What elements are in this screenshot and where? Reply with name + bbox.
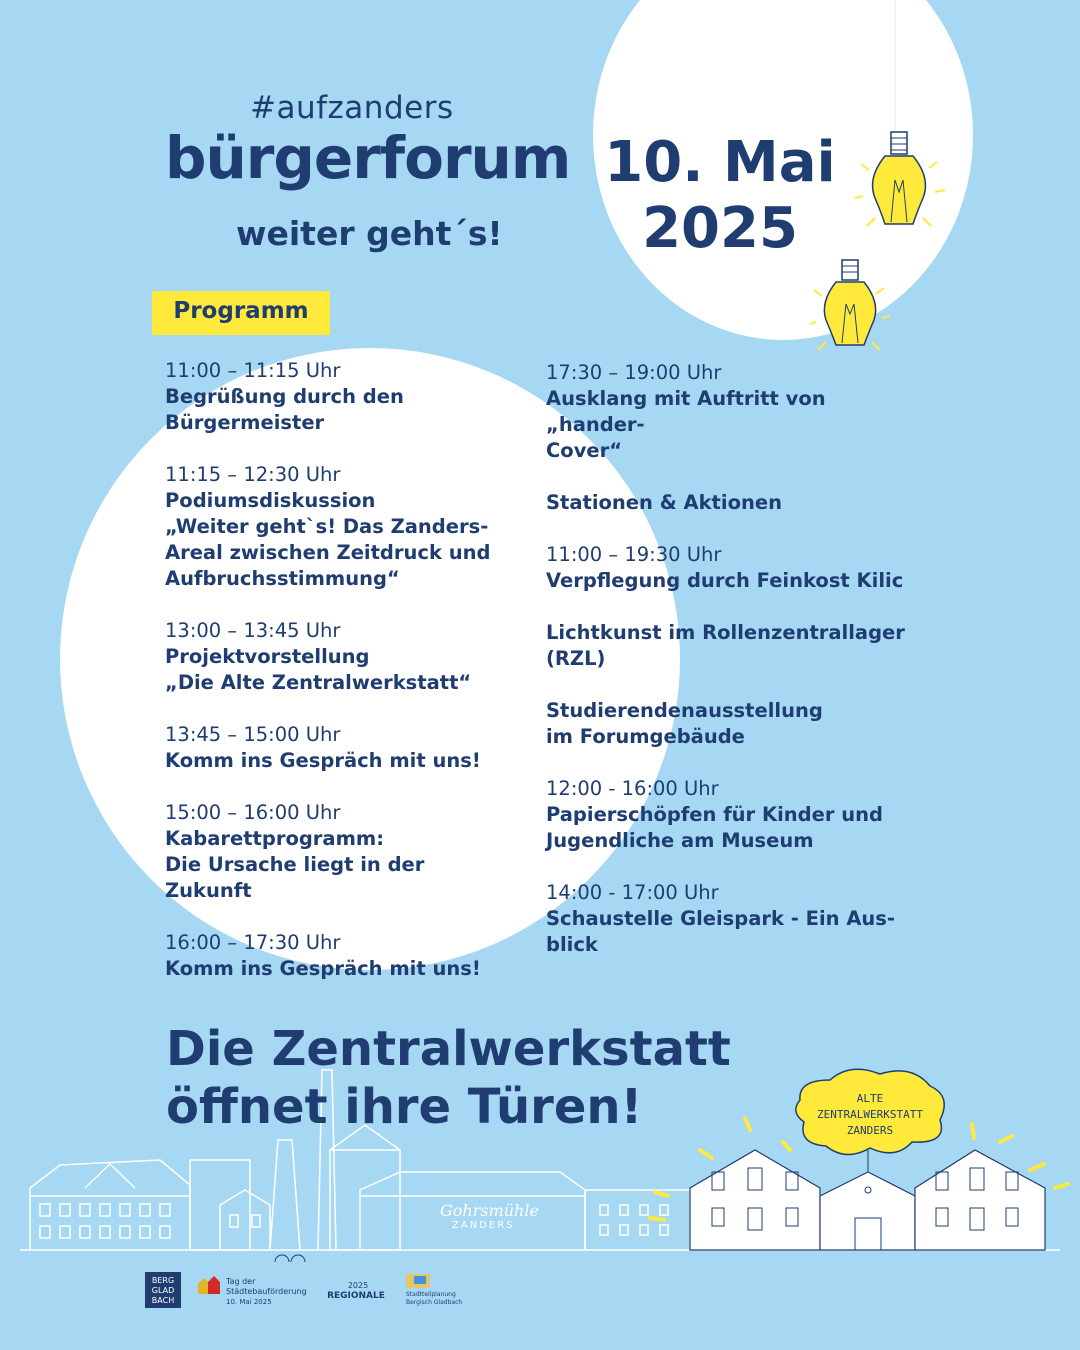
program-label: Verpflegung durch Feinkost Kilic xyxy=(546,569,904,592)
program-time: 13:45 – 15:00 Uhr xyxy=(165,723,341,746)
program-item xyxy=(546,776,926,854)
program-time: 11:15 – 12:30 Uhr xyxy=(165,463,341,486)
stadtteilplanung-logo xyxy=(406,1274,462,1306)
sponsor-logos xyxy=(0,1262,1080,1322)
subtitle: weiter geht´s! xyxy=(236,214,503,253)
program-time: 15:00 – 16:00 Uhr xyxy=(165,801,341,824)
tag-logo-text: 10. Mai 2025 xyxy=(226,1298,272,1306)
program-item xyxy=(546,698,926,750)
regionale-logo xyxy=(327,1281,385,1301)
building-sign: ZANDERS xyxy=(452,1220,515,1231)
program-column-right xyxy=(546,360,926,984)
program-label: Komm ins Gespräch mit uns! xyxy=(165,749,481,772)
cloud-text: ZANDERS xyxy=(846,1124,894,1137)
program-label: Ausklang mit Auftritt von „hander- Cover“ xyxy=(546,387,826,462)
program-label: Lichtkunst im Rollenzentrallager (RZL) xyxy=(546,621,905,670)
program-item xyxy=(165,358,525,436)
program-time: 11:00 – 11:15 Uhr xyxy=(165,359,341,382)
program-time: 17:30 – 19:00 Uhr xyxy=(546,361,722,384)
stadt-logo-text: Bergisch Gladbach xyxy=(406,1299,463,1306)
program-item xyxy=(546,880,926,958)
program-label: Papierschöpfen für Kinder und Jugendliche am Museum xyxy=(546,803,883,852)
program-label: Schaustelle Gleispark - Ein Aus- blick xyxy=(546,907,895,956)
program-item xyxy=(165,722,525,774)
program-column-left xyxy=(165,358,525,1008)
program-section-heading xyxy=(546,490,926,516)
city-logo xyxy=(145,1272,181,1308)
hashtag: #aufzanders xyxy=(250,90,454,126)
regionale-name: REGIONALE xyxy=(327,1291,385,1301)
program-time: 16:00 – 17:30 Uhr xyxy=(165,931,341,954)
city-logo-text: BACH xyxy=(151,1296,175,1305)
city-logo-text: BERG xyxy=(151,1276,175,1285)
program-label: Stationen & Aktionen xyxy=(546,491,782,514)
program-item xyxy=(165,618,525,696)
tagline: Die Zentralwerkstatt öffnet ihre Türen! xyxy=(166,1021,731,1135)
program-label: Projektvorstellung „Die Alte Zentralwerkstatt“ xyxy=(165,645,472,694)
program-item xyxy=(546,542,926,594)
program-time: 13:00 – 13:45 Uhr xyxy=(165,619,341,642)
tag-logo-text: Städtebauförderung xyxy=(226,1287,307,1296)
program-item xyxy=(165,800,525,904)
city-logo-text: GLAD xyxy=(151,1286,175,1295)
program-label: Podiumsdiskussion „Weiter geht`s! Das Zanders- Areal zwischen Zeitdruck und Aufbruchsstimmung“ xyxy=(165,489,491,590)
program-label: Studierendenausstellung im Forumgebäude xyxy=(546,699,823,748)
tag-logo-text: Tag der xyxy=(226,1277,256,1286)
program-label: Komm ins Gespräch mit uns! xyxy=(165,957,481,980)
program-tag: Programm xyxy=(152,291,330,335)
date-day-month: 10. Mai xyxy=(604,130,836,195)
regionale-year: 2025 xyxy=(347,1281,369,1290)
date-year: 2025 xyxy=(642,196,798,261)
tag-der-staedtebaufoerderung-logo xyxy=(198,1276,307,1306)
program-time: 12:00 - 16:00 Uhr xyxy=(546,777,719,800)
program-item xyxy=(546,620,926,672)
program-time: 14:00 - 17:00 Uhr xyxy=(546,881,719,904)
cloud-text: ALTE xyxy=(856,1092,884,1105)
building-sign: Gohrsmühle xyxy=(440,1201,539,1220)
stadt-logo-text: Stadtteilplanung xyxy=(406,1291,456,1298)
program-time: 11:00 – 19:30 Uhr xyxy=(546,543,722,566)
program-item xyxy=(546,360,926,464)
program-label: Kabarettprogramm: Die Ursache liegt in der Zukunft xyxy=(165,827,425,902)
event-date xyxy=(600,130,840,262)
cloud-text: ZENTRALWERKSTATT xyxy=(817,1108,923,1121)
program-item xyxy=(165,462,525,592)
page-title: bürgerforum xyxy=(165,124,571,192)
program-item xyxy=(165,930,525,982)
program-label: Begrüßung durch den Bürgermeister xyxy=(165,385,404,434)
